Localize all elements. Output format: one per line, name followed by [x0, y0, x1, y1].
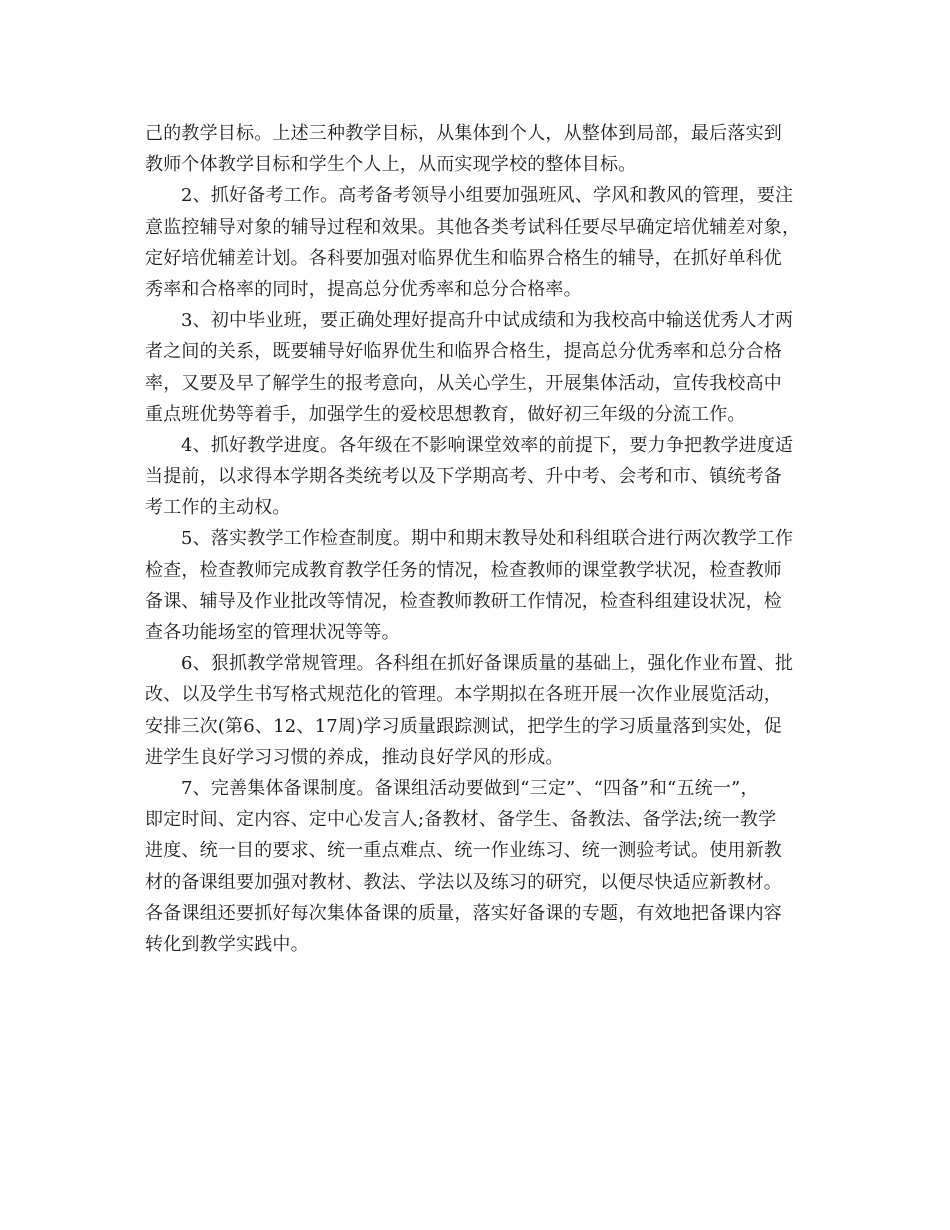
text-line: 6、狠抓教学常规管理。各科组在抓好备课质量的基础上，强化作业布置、批: [181, 653, 794, 675]
paragraph-p6: [145, 648, 815, 773]
text-line: 材的备课组要加强对教材、教法、学法以及练习的研究，以便尽快适应新教材。: [145, 871, 782, 893]
text-line: 重点班优势等着手，加强学生的爱校思想教育，做好初三年级的分流工作。: [145, 403, 746, 425]
text-line: 安排三次(第6、12、17周)学习质量跟踪测试，把学生的学习质量落到实处，促: [145, 715, 782, 737]
text-line: 进学生良好学习习惯的养成，推动良好学风的形成。: [145, 746, 564, 768]
text-line: 者之间的关系，既要辅导好临界优生和临界合格生，提高总分优秀率和总分合格: [145, 341, 782, 363]
text-line: 当提前，以求得本学期各类统考以及下学期高考、升中考、会考和市、镇统考备: [145, 466, 782, 488]
text-line: 检查，检查教师完成教育教学任务的情况，检查教师的课堂教学状况，检查教师: [145, 559, 782, 581]
text-line: 秀率和合格率的同时，提高总分优秀率和总分合格率。: [145, 278, 582, 300]
paragraph-p7: [145, 773, 815, 960]
paragraph-p3: [145, 305, 815, 430]
text-line: 教师个体教学目标和学生个人上，从而实现学校的整体目标。: [145, 154, 637, 176]
text-line: 率，又要及早了解学生的报考意向，从关心学生，开展集体活动，宣传我校高中: [145, 372, 782, 394]
text-line: 己的教学目标。上述三种教学目标，从集体到个人，从整体到局部，最后落实到: [145, 123, 782, 144]
paragraph-p5: [145, 523, 815, 648]
text-line: 3、初中毕业班，要正确处理好提高升中试成绩和为我校高中输送优秀人才两: [181, 310, 794, 332]
text-line: 进度、统一目的要求、统一重点难点、统一作业练习、统一测验考试。使用新教: [145, 840, 782, 862]
document-body: [145, 118, 815, 960]
text-line: 4、抓好教学进度。各年级在不影响课堂效率的前提下，要力争把教学进度适: [181, 434, 794, 456]
text-line: 2、抓好备考工作。高考备考领导小组要加强班风、学风和教风的管理，要注: [181, 185, 794, 207]
text-line: 备课、辅导及作业批改等情况，检查教师教研工作情况，检查科组建设状况，检: [145, 590, 782, 612]
text-line: 5、落实教学工作检查制度。期中和期末教导处和科组联合进行两次教学工作: [181, 528, 794, 550]
text-line: 即定时间、定内容、定中心发言人;备教材、备学生、备教法、备学法;统一教学: [145, 809, 777, 831]
text-line: 转化到教学实践中。: [145, 933, 309, 955]
text-line: 考工作的主动权。: [145, 497, 291, 519]
text-line: 改、以及学生书写格式规范化的管理。本学期拟在各班开展一次作业展览活动，: [145, 684, 782, 706]
text-line: 查各功能场室的管理状况等等。: [145, 622, 400, 643]
text-line: 7、完善集体备课制度。备课组活动要做到“三定”、“四备”和“五统一”，: [181, 777, 759, 799]
paragraph-p4: [145, 430, 815, 524]
text-line: 意监控辅导对象的辅导过程和效果。其他各类考试科任要尽早确定培优辅差对象，: [145, 216, 801, 238]
paragraph-p0: [145, 118, 815, 180]
paragraph-p2: [145, 180, 815, 305]
text-line: 各备课组还要抓好每次集体备课的质量，落实好备课的专题，有效地把备课内容: [145, 902, 782, 924]
text-line: 定好培优辅差计划。各科要加强对临界优生和临界合格生的辅导，在抓好单科优: [145, 247, 782, 269]
